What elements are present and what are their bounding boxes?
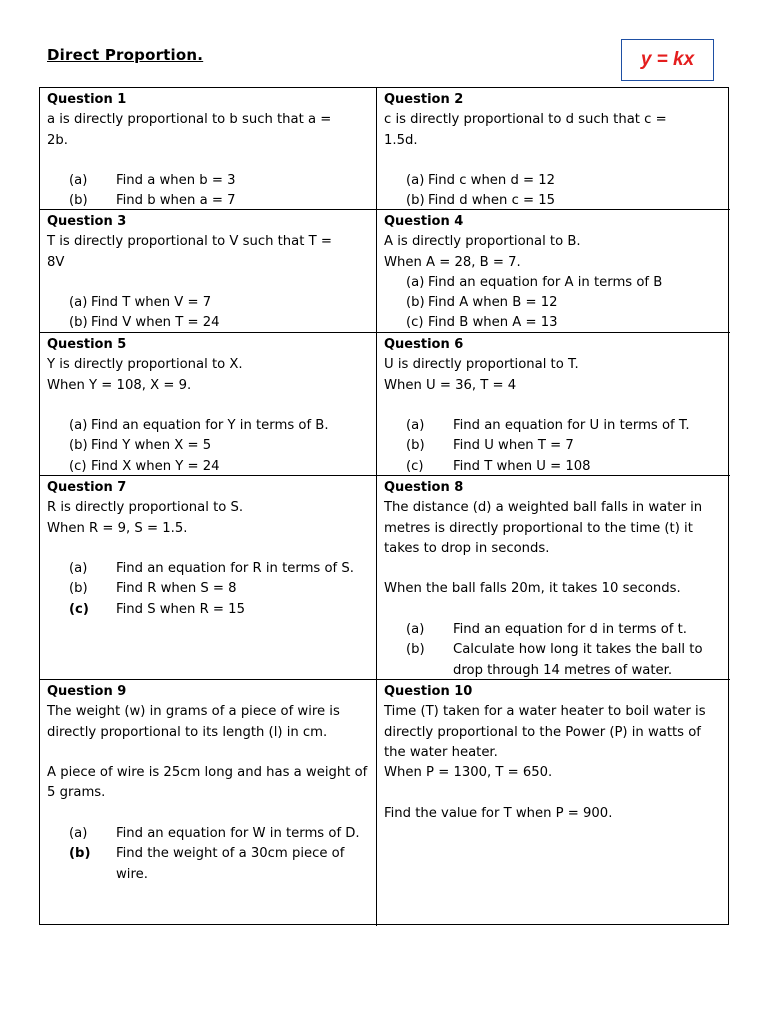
question-10-cell — [377, 680, 730, 926]
part-label: (b) — [406, 642, 425, 658]
question-text: When U = 36, T = 4 — [384, 377, 517, 393]
question-text: c is directly proportional to d such that c = — [384, 112, 667, 128]
questions-table — [39, 87, 729, 925]
question-part — [384, 191, 724, 210]
part-label: (c) — [69, 458, 87, 474]
question-text: The weight (w) in grams of a piece of wire is directly proportional to its length (l) in cm. — [47, 704, 340, 740]
part-text: Find an equation for W in terms of D. — [116, 826, 360, 842]
part-label: (a) — [69, 173, 88, 189]
question-part — [384, 436, 724, 456]
part-text: Find Y when X = 5 — [91, 438, 212, 454]
part-label: (a) — [406, 622, 425, 638]
question-part — [47, 191, 370, 210]
question-part — [47, 579, 370, 599]
question-4-cell — [377, 210, 730, 333]
question-heading: Question 3 — [47, 214, 127, 229]
part-text: Find T when U = 108 — [453, 458, 591, 474]
question-text: A piece of wire is 25cm long and has a weight of 5 grams. — [47, 765, 368, 801]
question-part — [47, 457, 370, 476]
question-8-cell — [377, 476, 730, 680]
part-label: (a) — [69, 561, 88, 577]
question-text: U is directly proportional to T. — [384, 357, 579, 373]
question-text: The distance (d) a weighted ball falls in water in metres is directly proportional to the time (t) it takes to drop in seconds. — [384, 500, 703, 556]
question-heading: Question 8 — [384, 480, 464, 495]
part-label: (a) — [406, 418, 425, 434]
part-label: (c) — [69, 601, 89, 617]
question-part — [384, 171, 724, 191]
question-part — [47, 824, 370, 844]
part-text: Find B when A = 13 — [428, 315, 558, 331]
question-text: A is directly proportional to B. — [384, 234, 581, 250]
question-heading: Question 2 — [384, 92, 464, 107]
question-heading: Question 5 — [47, 337, 127, 352]
question-part — [47, 293, 370, 313]
part-label: (b) — [69, 193, 88, 209]
part-label: (c) — [406, 458, 424, 474]
part-text: Find c when d = 12 — [428, 173, 556, 189]
part-label: (c) — [406, 315, 424, 331]
question-part — [384, 293, 724, 313]
part-text: Find an equation for R in terms of S. — [116, 561, 354, 577]
question-heading: Question 9 — [47, 684, 127, 699]
part-label: (a) — [406, 173, 425, 189]
question-text: When R = 9, S = 1.5. — [47, 520, 188, 536]
part-text: Find R when S = 8 — [116, 581, 237, 597]
part-text: Find the weight of a 30cm piece of wire. — [116, 846, 345, 882]
part-text: Find b when a = 7 — [116, 193, 236, 209]
question-text: When A = 28, B = 7. — [384, 254, 521, 270]
question-part — [47, 559, 370, 579]
question-part — [47, 600, 370, 620]
question-text: Find the value for T when P = 900. — [384, 805, 613, 821]
part-label: (b) — [406, 193, 425, 209]
question-part — [47, 313, 370, 333]
part-text: Find S when R = 15 — [116, 601, 245, 617]
question-part — [384, 457, 724, 476]
page-title: Direct Proportion. — [47, 46, 204, 64]
question-7-cell — [40, 476, 377, 680]
question-part — [47, 844, 370, 885]
question-heading: Question 10 — [384, 684, 473, 699]
part-text: Find T when V = 7 — [91, 295, 212, 311]
question-part — [384, 416, 724, 436]
question-text: 2b. — [47, 132, 68, 148]
question-3-cell — [40, 210, 377, 333]
question-part — [384, 640, 724, 680]
question-text: R is directly proportional to S. — [47, 500, 244, 516]
part-label: (a) — [69, 295, 88, 311]
part-text: Find a when b = 3 — [116, 173, 236, 189]
part-label: (a) — [69, 826, 88, 842]
part-label: (b) — [406, 295, 425, 311]
question-text: When P = 1300, T = 650. — [384, 765, 553, 781]
question-text: 8V — [47, 254, 65, 270]
question-text: Time (T) taken for a water heater to boil water is directly proportional to the Power (P) in watts of the water heater. — [384, 704, 706, 760]
part-label: (b) — [69, 438, 88, 454]
part-text: Find an equation for d in terms of t. — [453, 622, 687, 638]
question-heading: Question 4 — [384, 214, 464, 229]
question-9-cell — [40, 680, 377, 926]
question-heading: Question 7 — [47, 480, 127, 495]
part-text: Find V when T = 24 — [91, 315, 220, 331]
question-part — [47, 416, 370, 436]
question-2-cell — [377, 88, 730, 210]
question-part — [384, 313, 724, 333]
question-1-cell — [40, 88, 377, 210]
part-text: Find an equation for U in terms of T. — [453, 418, 690, 434]
part-text: Find an equation for A in terms of B — [428, 274, 663, 290]
question-part — [47, 436, 370, 456]
part-label: (b) — [69, 315, 88, 331]
part-text: Find A when B = 12 — [428, 295, 558, 311]
question-text: Y is directly proportional to X. — [47, 357, 243, 373]
question-text: When Y = 108, X = 9. — [47, 377, 192, 393]
part-text: Find d when c = 15 — [428, 193, 556, 209]
question-heading: Question 1 — [47, 92, 127, 107]
question-text: a is directly proportional to b such that a = — [47, 112, 332, 128]
question-heading: Question 6 — [384, 337, 464, 352]
question-6-cell — [377, 333, 730, 476]
part-label: (a) — [406, 274, 425, 290]
part-label: (b) — [406, 438, 425, 454]
part-label: (b) — [69, 581, 88, 597]
question-part — [384, 620, 724, 640]
question-part — [47, 171, 370, 191]
part-text: Find an equation for Y in terms of B. — [91, 418, 329, 434]
part-label: (b) — [69, 846, 91, 862]
part-text: Calculate how long it takes the ball to drop through 14 metres of water. — [453, 642, 703, 678]
formula-box — [621, 39, 714, 81]
formula-text: y = kx — [640, 49, 695, 70]
question-5-cell — [40, 333, 377, 476]
question-text: When the ball falls 20m, it takes 10 seconds. — [384, 581, 681, 597]
question-part — [384, 273, 724, 293]
part-text: Find X when Y = 24 — [91, 458, 220, 474]
question-text: T is directly proportional to V such that T = — [47, 234, 332, 250]
part-text: Find U when T = 7 — [453, 438, 574, 454]
part-label: (a) — [69, 418, 88, 434]
question-text: 1.5d. — [384, 132, 418, 148]
